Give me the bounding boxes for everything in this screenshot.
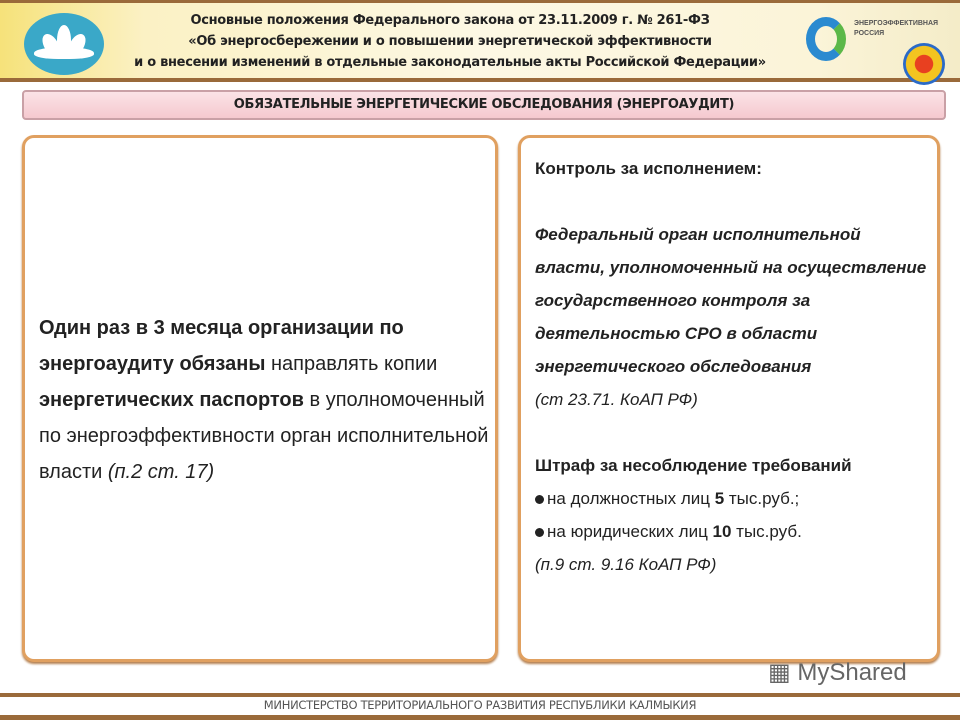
left-panel xyxy=(22,135,498,662)
bold-text: энергетических паспортов xyxy=(39,389,304,411)
title-line: Основные положения Федерального закона от 23.11.2009 г. № 261-ФЗ xyxy=(190,13,710,28)
fine-item xyxy=(535,482,935,515)
presentation-icon: ▦ xyxy=(768,659,798,686)
title-line: и о внесении изменений в отдельные законодательные акты Российской Федерации» xyxy=(134,55,766,70)
footer-divider xyxy=(0,693,960,697)
header xyxy=(0,0,960,82)
logo-text-line: ЭНЕРГОЭФФЕКТИВНАЯ xyxy=(854,20,939,27)
bold-text: Один раз в 3 месяца организации по энергоаудиту обязаны xyxy=(39,317,404,375)
fine-amount: 10 xyxy=(712,522,732,541)
fine-amount: 5 xyxy=(714,489,725,508)
myshared-watermark xyxy=(768,658,907,687)
control-reference: (ст 23.71. КоАП РФ) xyxy=(535,390,698,409)
left-panel-text xyxy=(39,310,489,490)
bullet-icon xyxy=(535,495,544,504)
text: в уполномоченный по энергоэффективности орган исполнительной власти xyxy=(39,389,489,483)
right-panel xyxy=(518,135,940,662)
fine-text: на юридических лиц xyxy=(547,522,713,541)
fine-item xyxy=(535,515,935,548)
control-body: Федеральный орган исполнительной власти, уполномоченный на осуществление государственного контроля за деятельностью СРО в области энергетического обследования xyxy=(535,225,927,376)
watermark-text: MyShared xyxy=(797,659,907,686)
bullet-icon xyxy=(535,528,544,537)
energy-efficiency-logo xyxy=(806,17,846,61)
footer-divider xyxy=(0,715,960,720)
fine-text: тыс.руб.; xyxy=(724,489,800,508)
fine-heading: Штраф за несоблюдение требований xyxy=(535,456,852,475)
logo-text xyxy=(854,19,938,39)
law-reference: (п.2 ст. 17) xyxy=(107,461,215,483)
fine-reference: (п.9 ст. 9.16 КоАП РФ) xyxy=(535,555,717,574)
fine-text: тыс.руб. xyxy=(731,522,802,541)
header-title xyxy=(110,10,790,73)
section-banner: ОБЯЗАТЕЛЬНЫЕ ЭНЕРГЕТИЧЕСКИЕ ОБСЛЕДОВАНИЯ (ЭНЕРГОАУДИТ) xyxy=(22,90,946,120)
lotus-logo xyxy=(24,13,104,75)
fine-text: на должностных лиц xyxy=(547,489,715,508)
control-heading: Контроль за исполнением: xyxy=(535,159,762,178)
kalmykia-emblem xyxy=(903,43,945,85)
footer-text: МИНИСТЕРСТВО ТЕРРИТОРИАЛЬНОГО РАЗВИТИЯ РЕСПУБЛИКИ КАЛМЫКИЯ xyxy=(263,698,697,712)
text: направлять копии xyxy=(265,353,438,375)
right-panel-text xyxy=(535,152,935,581)
logo-text-line: РОССИЯ xyxy=(854,30,885,37)
title-line: «Об энергосбережении и о повышении энергетической эффективности xyxy=(188,34,712,49)
